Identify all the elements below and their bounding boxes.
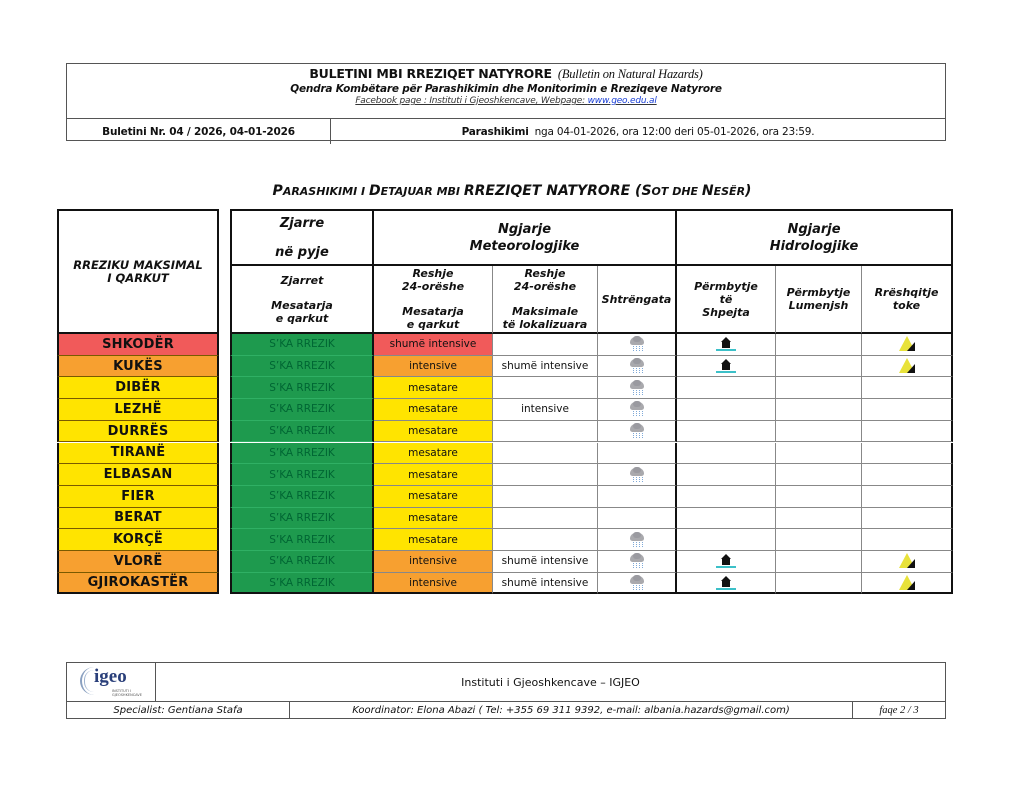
rain-avg-cell: mesatare bbox=[374, 377, 493, 399]
flash-flood-cell bbox=[677, 334, 776, 356]
center-name: Qendra Kombëtare për Parashikimin dhe Monitorimin e Rreziqeve Natyrore bbox=[290, 83, 722, 95]
header-line: Zjarret bbox=[280, 273, 324, 287]
header-info-row bbox=[67, 119, 945, 144]
rain-avg-cell: intensive bbox=[374, 551, 493, 573]
landslide-icon bbox=[898, 575, 916, 591]
landslide-cell bbox=[862, 334, 953, 356]
header-line: të bbox=[719, 292, 733, 306]
header-line: Maksimale bbox=[511, 305, 579, 318]
header-line: Mesatarja bbox=[271, 298, 333, 312]
header-landslide bbox=[862, 266, 953, 334]
rain-avg-cell: mesatare bbox=[374, 399, 493, 421]
institute-name: Instituti i Gjeoshkencave – IGJEO bbox=[461, 675, 640, 689]
igeo-logo bbox=[67, 663, 156, 701]
forecast-period-text: nga 04-01-2026, ora 12:00 deri 05-01-2026, ora 23:59. bbox=[534, 125, 815, 138]
bulletin-title bbox=[67, 66, 945, 82]
st-2: D bbox=[368, 183, 381, 199]
rain-max-cell bbox=[493, 421, 598, 443]
header-line: Shtrëngata bbox=[601, 292, 672, 306]
storm-cell bbox=[598, 356, 677, 378]
bulletin-number: Buletini Nr. 04 / 2026, 04-01-2026 bbox=[67, 119, 331, 144]
rain-max-cell: shumë intensive bbox=[493, 551, 598, 573]
river-flood-cell bbox=[776, 421, 862, 443]
rain-max-cell bbox=[493, 529, 598, 551]
rain-cloud-icon bbox=[628, 358, 646, 374]
header-line: Reshje bbox=[524, 267, 566, 280]
footer-top-row bbox=[67, 663, 945, 702]
rain-cloud-icon bbox=[628, 401, 646, 417]
region-durrës: DURRËS bbox=[57, 421, 219, 443]
river-flood-cell bbox=[776, 573, 862, 595]
flash-flood-cell bbox=[677, 486, 776, 508]
landslide-cell bbox=[862, 529, 953, 551]
fire-risk-cell: S’KA RREZIK bbox=[230, 529, 374, 551]
landslide-cell bbox=[862, 573, 953, 595]
section-title bbox=[0, 183, 1024, 199]
header-line: Përmbytje bbox=[694, 279, 758, 293]
flash-flood-cell bbox=[677, 508, 776, 530]
rain-max-cell bbox=[493, 334, 598, 356]
header-flash-flood bbox=[677, 266, 776, 334]
flood-house-icon bbox=[715, 553, 737, 569]
rain-avg-cell: mesatare bbox=[374, 464, 493, 486]
rain-max-cell: shumë intensive bbox=[493, 356, 598, 378]
rain-avg-cell: mesatare bbox=[374, 529, 493, 551]
specialist: Specialist: Gentiana Stafa bbox=[67, 702, 290, 719]
st-end: ) bbox=[745, 183, 752, 199]
region-gjirokastër: GJIROKASTËR bbox=[57, 573, 219, 595]
header-storm bbox=[598, 266, 677, 334]
header-river-flood bbox=[776, 266, 862, 334]
river-flood-cell bbox=[776, 399, 862, 421]
forecast-period bbox=[331, 119, 945, 144]
fire-risk-cell: S’KA RREZIK bbox=[230, 508, 374, 530]
rain-avg-cell: mesatare bbox=[374, 486, 493, 508]
max-risk-label: RREZIKU MAKSIMAL I QARKUT bbox=[73, 258, 203, 285]
header-fire bbox=[230, 266, 374, 334]
region-berat: BERAT bbox=[57, 508, 219, 530]
rain-avg-cell: mesatare bbox=[374, 443, 493, 465]
storm-cell bbox=[598, 508, 677, 530]
region-kukës: KUKËS bbox=[57, 356, 219, 378]
storm-cell bbox=[598, 573, 677, 595]
rain-avg-cell: mesatare bbox=[374, 508, 493, 530]
river-flood-cell bbox=[776, 486, 862, 508]
header-group-fire bbox=[230, 209, 374, 266]
fire-risk-cell: S’KA RREZIK bbox=[230, 356, 374, 378]
flash-flood-cell bbox=[677, 529, 776, 551]
rain-cloud-icon bbox=[628, 423, 646, 439]
region-lezhë: LEZHË bbox=[57, 399, 219, 421]
landslide-cell bbox=[862, 421, 953, 443]
region-vlorë: VLORË bbox=[57, 551, 219, 573]
fire-risk-cell: S’KA RREZIK bbox=[230, 464, 374, 486]
rain-cloud-icon bbox=[628, 380, 646, 396]
river-flood-cell bbox=[776, 464, 862, 486]
st-3: S bbox=[641, 183, 652, 199]
storm-cell bbox=[598, 334, 677, 356]
flood-house-icon bbox=[715, 575, 737, 591]
storm-cell bbox=[598, 464, 677, 486]
river-flood-cell bbox=[776, 529, 862, 551]
header-line: Reshje bbox=[412, 267, 454, 280]
rain-max-cell bbox=[493, 377, 598, 399]
header-line: Përmbytje bbox=[786, 286, 851, 299]
river-flood-cell bbox=[776, 551, 862, 573]
flash-flood-cell bbox=[677, 356, 776, 378]
landslide-cell bbox=[862, 443, 953, 465]
storm-cell bbox=[598, 486, 677, 508]
landslide-icon bbox=[898, 358, 916, 374]
header-line: Hidrologjike bbox=[769, 238, 859, 254]
storm-cell bbox=[598, 377, 677, 399]
header-group-hydro bbox=[677, 209, 953, 266]
rain-max-cell bbox=[493, 464, 598, 486]
header-line: në pyje bbox=[275, 244, 329, 260]
fire-risk-cell: S’KA RREZIK bbox=[230, 443, 374, 465]
flash-flood-cell bbox=[677, 464, 776, 486]
header-line: Rrëshqitje bbox=[874, 286, 939, 299]
flash-flood-cell bbox=[677, 399, 776, 421]
fire-risk-cell: S’KA RREZIK bbox=[230, 377, 374, 399]
landslide-cell bbox=[862, 508, 953, 530]
header-max-risk bbox=[57, 209, 219, 334]
landslide-icon bbox=[898, 336, 916, 352]
title-text: BULETINI MBI RREZIQET NATYRORE bbox=[309, 66, 552, 81]
header-title-block bbox=[67, 66, 945, 119]
river-flood-cell bbox=[776, 443, 862, 465]
rain-max-cell: shumë intensive bbox=[493, 573, 598, 595]
rain-cloud-icon bbox=[628, 575, 646, 591]
title-english: (Bulletin on Natural Hazards) bbox=[557, 67, 703, 81]
website-link[interactable]: www.geo.edu.al bbox=[587, 96, 657, 106]
rain-avg-cell: intensive bbox=[374, 573, 493, 595]
storm-cell bbox=[598, 399, 677, 421]
st-4sc: ESËR bbox=[713, 185, 746, 198]
fire-risk-cell: S’KA RREZIK bbox=[230, 551, 374, 573]
header-line: të lokalizuara bbox=[502, 318, 588, 331]
fire-risk-cell: S’KA RREZIK bbox=[230, 334, 374, 356]
flash-flood-cell bbox=[677, 443, 776, 465]
fire-risk-cell: S’KA RREZIK bbox=[230, 573, 374, 595]
region-elbasan: ELBASAN bbox=[57, 464, 219, 486]
fire-risk-cell: S’KA RREZIK bbox=[230, 399, 374, 421]
flash-flood-cell bbox=[677, 421, 776, 443]
header-line: Zjarre bbox=[279, 215, 325, 231]
st-4: N bbox=[701, 183, 714, 199]
fire-risk-cell: S’KA RREZIK bbox=[230, 421, 374, 443]
rain-cloud-icon bbox=[628, 467, 646, 483]
coordinator-contact: Koordinator: Elona Abazi ( Tel: +355 69 311 9392, e-mail: albania.hazards@gmail.com) bbox=[290, 702, 853, 719]
header-line: Shpejta bbox=[702, 305, 750, 319]
storm-cell bbox=[598, 551, 677, 573]
rain-max-cell bbox=[493, 443, 598, 465]
header-line: Lumenjsh bbox=[788, 299, 849, 312]
landslide-cell bbox=[862, 399, 953, 421]
st-1sc: ARASHIKIMI I bbox=[282, 185, 369, 198]
st-1: P bbox=[272, 183, 283, 199]
st-3sc: OT DHE bbox=[651, 185, 702, 198]
links-line bbox=[67, 96, 945, 106]
bulletin-header bbox=[66, 63, 946, 141]
region-korçë: KORÇË bbox=[57, 529, 219, 551]
header-rain-max bbox=[493, 266, 598, 334]
logo-text: igeo bbox=[94, 666, 127, 687]
flood-house-icon bbox=[715, 336, 737, 352]
rain-avg-cell: intensive bbox=[374, 356, 493, 378]
landslide-icon bbox=[898, 553, 916, 569]
river-flood-cell bbox=[776, 356, 862, 378]
facebook-page-text: Facebook page : Instituti i Gjeoshkencave, Webpage: bbox=[355, 96, 588, 106]
region-fier: FIER bbox=[57, 486, 219, 508]
river-flood-cell bbox=[776, 334, 862, 356]
region-dibër: DIBËR bbox=[57, 377, 219, 399]
header-line: Meteorologjike bbox=[469, 238, 580, 254]
region-tiranë: TIRANË bbox=[57, 443, 219, 465]
footer-bottom-row bbox=[67, 702, 945, 719]
storm-cell bbox=[598, 443, 677, 465]
header-line: Mesatarja bbox=[402, 305, 464, 318]
header-group-meteo bbox=[374, 209, 677, 266]
rain-cloud-icon bbox=[628, 553, 646, 569]
header-line: 24-orëshe bbox=[513, 280, 577, 293]
river-flood-cell bbox=[776, 377, 862, 399]
region-shkodër: SHKODËR bbox=[57, 334, 219, 356]
footer bbox=[66, 662, 946, 719]
flood-house-icon bbox=[715, 358, 737, 374]
landslide-cell bbox=[862, 464, 953, 486]
logo-subtext: INSTITUTI I GJEOSHKENCAVE bbox=[112, 689, 142, 697]
flash-flood-cell bbox=[677, 551, 776, 573]
rain-avg-cell: shumë intensive bbox=[374, 334, 493, 356]
landslide-cell bbox=[862, 486, 953, 508]
flash-flood-cell bbox=[677, 573, 776, 595]
st-2sc: ETAJUAR MBI bbox=[380, 185, 464, 198]
rain-avg-cell: mesatare bbox=[374, 421, 493, 443]
st-main: RREZIQET NATYRORE ( bbox=[463, 183, 642, 199]
header-rain-avg bbox=[374, 266, 493, 334]
storm-cell bbox=[598, 421, 677, 443]
header-line: toke bbox=[892, 299, 921, 312]
page-number: faqe 2 / 3 bbox=[879, 705, 919, 716]
rain-cloud-icon bbox=[628, 532, 646, 548]
header-line: Ngjarje bbox=[787, 221, 841, 237]
header-line: e qarkut bbox=[275, 311, 329, 325]
rain-cloud-icon bbox=[628, 336, 646, 352]
logo-mark bbox=[78, 665, 144, 699]
flash-flood-cell bbox=[677, 377, 776, 399]
header-line: 24-orëshe bbox=[401, 280, 465, 293]
river-flood-cell bbox=[776, 508, 862, 530]
forecast-label: Parashikimi bbox=[461, 125, 529, 138]
landslide-cell bbox=[862, 551, 953, 573]
fire-risk-cell: S’KA RREZIK bbox=[230, 486, 374, 508]
storm-cell bbox=[598, 529, 677, 551]
landslide-cell bbox=[862, 377, 953, 399]
landslide-cell bbox=[862, 356, 953, 378]
rain-max-cell bbox=[493, 486, 598, 508]
rain-max-cell: intensive bbox=[493, 399, 598, 421]
header-line: e qarkut bbox=[406, 318, 460, 331]
rain-max-cell bbox=[493, 508, 598, 530]
header-line: Ngjarje bbox=[497, 221, 552, 237]
